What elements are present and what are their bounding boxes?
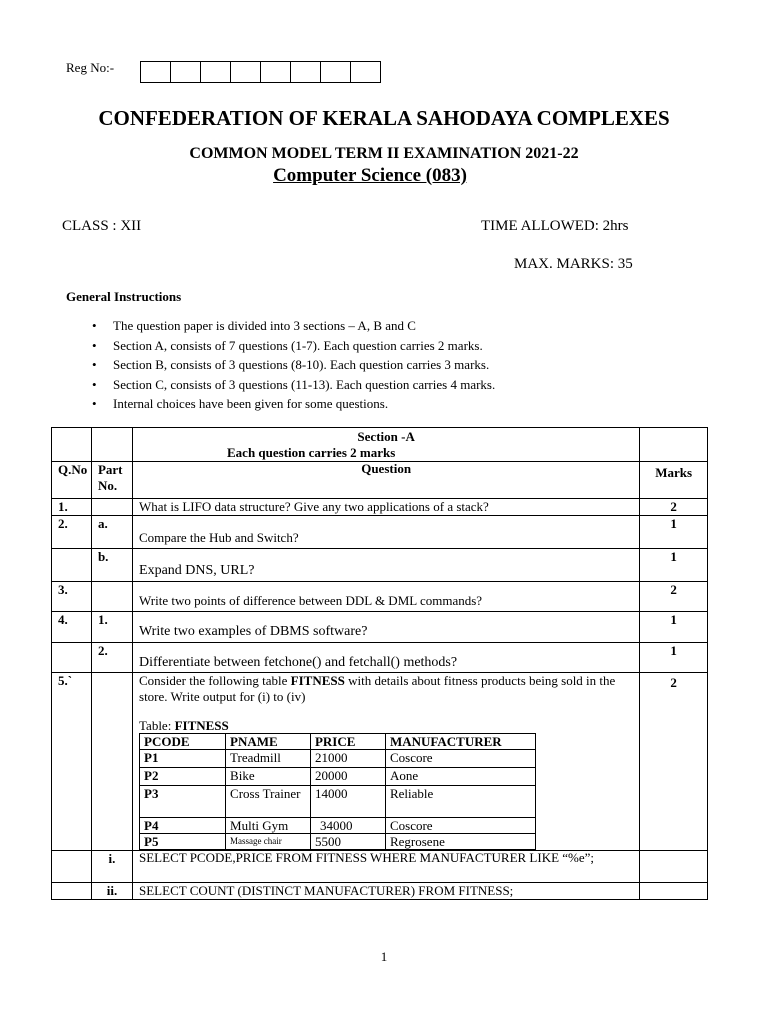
time-allowed: TIME ALLOWED: 2hrs <box>481 218 629 234</box>
part-cell: a. <box>91 516 132 549</box>
section-header-row <box>52 428 708 462</box>
col-header-question: Question <box>133 462 640 499</box>
marks-cell: 1 <box>640 643 708 673</box>
class-info: CLASS : XII <box>62 218 142 234</box>
fitness-row: P3 Cross Trainer 14000 Reliable <box>140 786 536 818</box>
qno-cell: 2. <box>52 516 92 549</box>
question-cell: Write two examples of DBMS software? <box>133 612 640 643</box>
q5-intro: Consider the following table FITNESS with details about fitness products being sold in the store. Write output for (i) to (iv) <box>139 673 616 704</box>
table-row <box>52 883 708 900</box>
q5-table-label: Table: FITNESS <box>139 718 229 733</box>
table-row <box>52 499 708 516</box>
page-number: 1 <box>380 949 388 964</box>
qno-cell: 1. <box>52 499 92 516</box>
marks-cell: 2 <box>640 499 708 516</box>
instructions-list <box>92 316 495 414</box>
part-cell <box>91 499 132 516</box>
qno-cell: 4. <box>52 612 92 643</box>
reg-box[interactable] <box>231 62 261 82</box>
fitness-row: P5 Massage chair 5500 Regrosene <box>140 834 536 850</box>
section-subtitle: Each question carries 2 marks <box>227 445 396 460</box>
instruction-item: • Section A, consists of 7 questions (1-7). Each question carries 2 marks. <box>92 336 495 356</box>
column-header-row <box>52 462 708 499</box>
marks-cell: 1 <box>640 612 708 643</box>
qno-cell: 5.` <box>52 673 92 851</box>
section-title: Section -A <box>357 429 415 444</box>
question-cell: Expand DNS, URL? <box>133 549 640 582</box>
reg-no-boxes[interactable] <box>140 61 381 83</box>
question-cell: SELECT COUNT (DISTINCT MANUFACTURER) FROM FITNESS; <box>133 883 640 900</box>
instruction-item: • Section B, consists of 3 questions (8-10). Each question carries 3 marks. <box>92 355 495 375</box>
question-cell: SELECT PCODE,PRICE FROM FITNESS WHERE MANUFACTURER LIKE “%e”; <box>133 851 640 883</box>
reg-box[interactable] <box>351 62 380 82</box>
part-cell: 1. <box>91 612 132 643</box>
part-cell: i. <box>91 851 132 883</box>
reg-no-label: Reg No:- <box>66 60 115 75</box>
question-cell: Compare the Hub and Switch? <box>133 516 640 549</box>
marks-cell: 2 <box>640 582 708 612</box>
question-cell: What is LIFO data structure? Give any two applications of a stack? <box>133 499 640 516</box>
fitness-table <box>139 733 536 850</box>
exam-title: COMMON MODEL TERM II EXAMINATION 2021-22 <box>189 145 579 162</box>
table-row <box>52 643 708 673</box>
col-header-part: Part No. <box>91 462 132 499</box>
table-row <box>52 549 708 582</box>
instructions-heading: General Instructions <box>66 289 182 304</box>
instruction-item: • Section C, consists of 3 questions (11-13). Each question carries 4 marks. <box>92 375 495 395</box>
marks-cell: 1 <box>640 549 708 582</box>
reg-box[interactable] <box>171 62 201 82</box>
instruction-item: • The question paper is divided into 3 sections – A, B and C <box>92 316 495 336</box>
question-table <box>51 427 708 900</box>
table-row <box>52 582 708 612</box>
table-row <box>52 612 708 643</box>
qno-cell: 3. <box>52 582 92 612</box>
qno-cell <box>52 643 92 673</box>
table-row-q5 <box>52 673 708 851</box>
fitness-row: P2 Bike 20000 Aone <box>140 768 536 786</box>
instruction-item: • Internal choices have been given for some questions. <box>92 394 495 414</box>
reg-box[interactable] <box>321 62 351 82</box>
reg-box[interactable] <box>141 62 171 82</box>
q5-question-cell <box>133 673 640 851</box>
fitness-row: P1 Treadmill 21000 Coscore <box>140 750 536 768</box>
part-cell: 2. <box>91 643 132 673</box>
max-marks: MAX. MARKS: 35 <box>514 256 633 272</box>
table-row <box>52 851 708 883</box>
reg-box[interactable] <box>261 62 291 82</box>
col-header-qno: Q.No <box>52 462 92 499</box>
subject-title: Computer Science (083) <box>273 165 467 186</box>
table-row <box>52 516 708 549</box>
reg-box[interactable] <box>291 62 321 82</box>
fitness-row: P4 Multi Gym 34000 Coscore <box>140 818 536 834</box>
question-cell: Write two points of difference between DDL & DML commands? <box>133 582 640 612</box>
page-title: CONFEDERATION OF KERALA SAHODAYA COMPLEXES <box>98 106 670 130</box>
fitness-header-row: PCODE PNAME PRICE MANUFACTURER <box>140 734 536 750</box>
marks-cell: 2 <box>640 673 708 851</box>
marks-cell: 1 <box>640 516 708 549</box>
reg-box[interactable] <box>201 62 231 82</box>
part-cell: ii. <box>91 883 132 900</box>
question-cell: Differentiate between fetchone() and fetchall() methods? <box>133 643 640 673</box>
part-cell <box>91 582 132 612</box>
part-cell: b. <box>91 549 132 582</box>
col-header-marks: Marks <box>640 462 708 499</box>
qno-cell <box>52 549 92 582</box>
